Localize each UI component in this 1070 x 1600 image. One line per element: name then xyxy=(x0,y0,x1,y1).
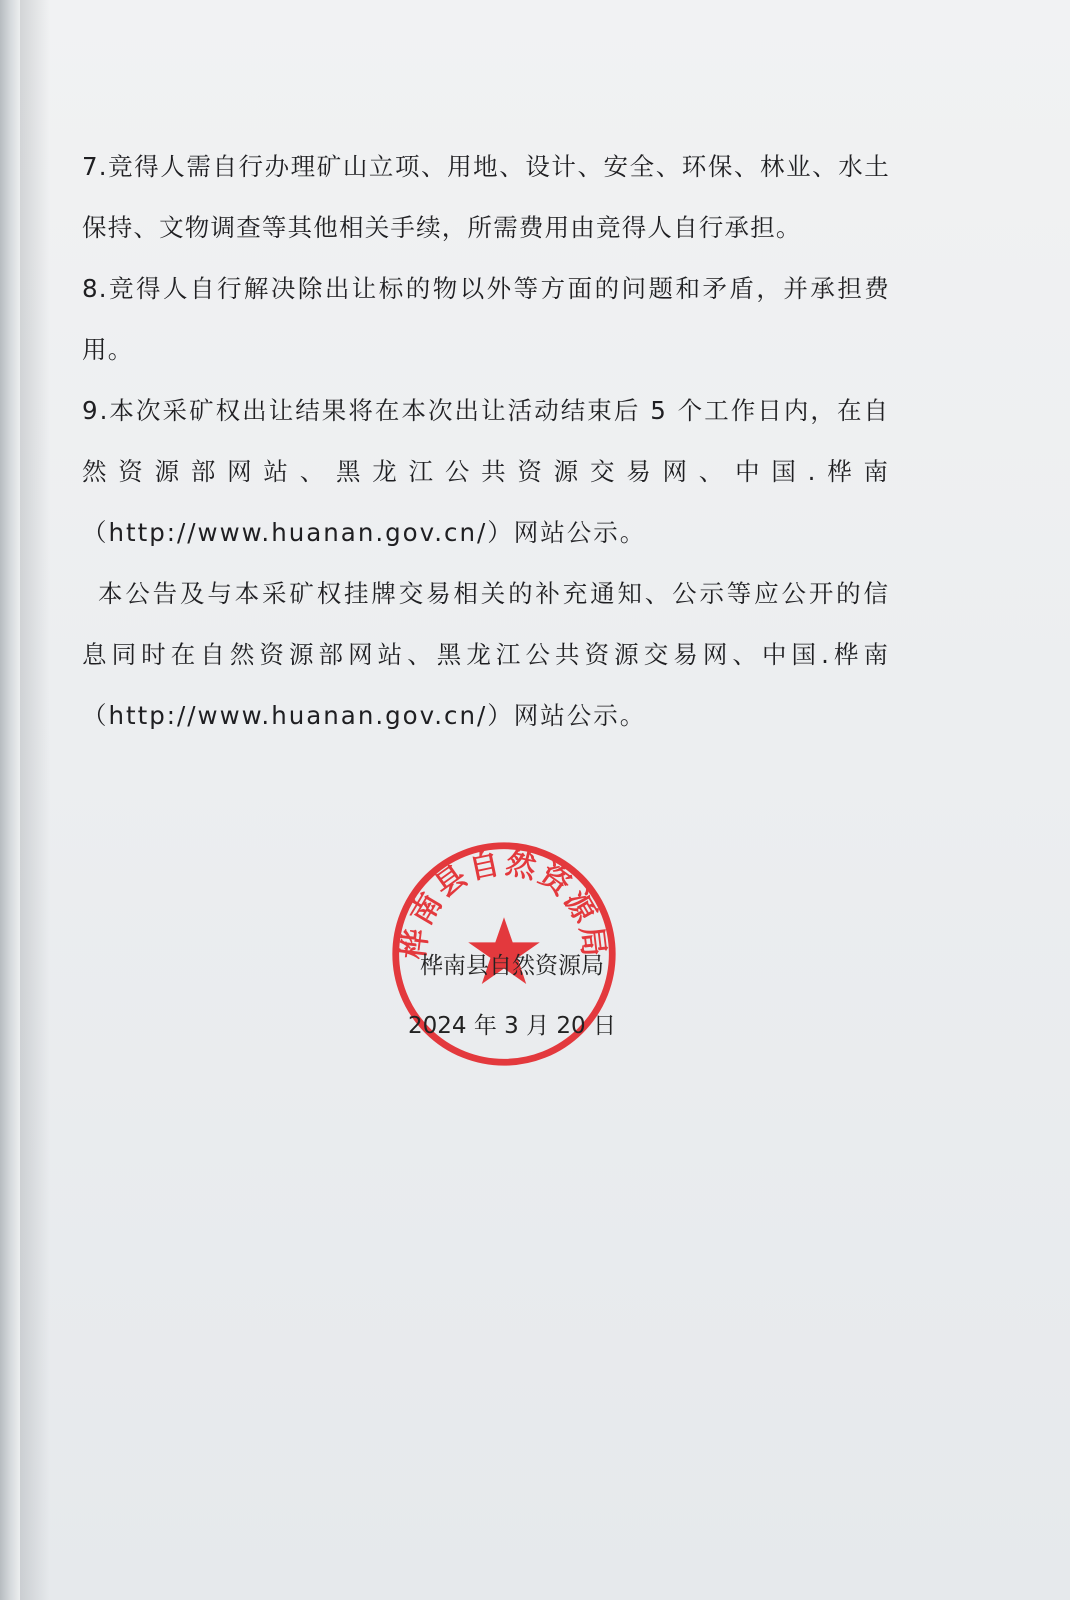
notice-body xyxy=(82,136,890,746)
signature-block xyxy=(392,936,632,1056)
paragraph-item-8: 8.竞得人自行解决除出让标的物以外等方面的问题和矛盾，并承担费用。 xyxy=(82,274,890,364)
page-edge xyxy=(0,0,21,1600)
paragraph-item-9: 9.本次采矿权出让结果将在本次出让活动结束后 5 个工作日内，在自然资源部网站、黑龙江公共资源交易网、中国.桦南（http://www.huanan.gov.cn/）网站公示。 xyxy=(82,396,890,547)
svg-text:桦南县自然资源局: 桦南县自然资源局 xyxy=(396,845,612,962)
issuing-organization: 桦南县自然资源局 xyxy=(420,953,604,979)
issue-date: 2024 年 3 月 20 日 xyxy=(408,1013,616,1039)
paragraph-item-7: 7.竞得人需自行办理矿山立项、用地、设计、安全、环保、林业、水土保持、文物调查等其他相关手续，所需费用由竞得人自行承担。 xyxy=(82,152,890,242)
paragraph-publication-notice: 本公告及与本采矿权挂牌交易相关的补充通知、公示等应公开的信息同时在自然资源部网站、黑龙江公共资源交易网、中国.桦南（http://www.huanan.gov.cn/）网站公示。 xyxy=(82,579,890,730)
paper-shadow xyxy=(20,0,50,1600)
